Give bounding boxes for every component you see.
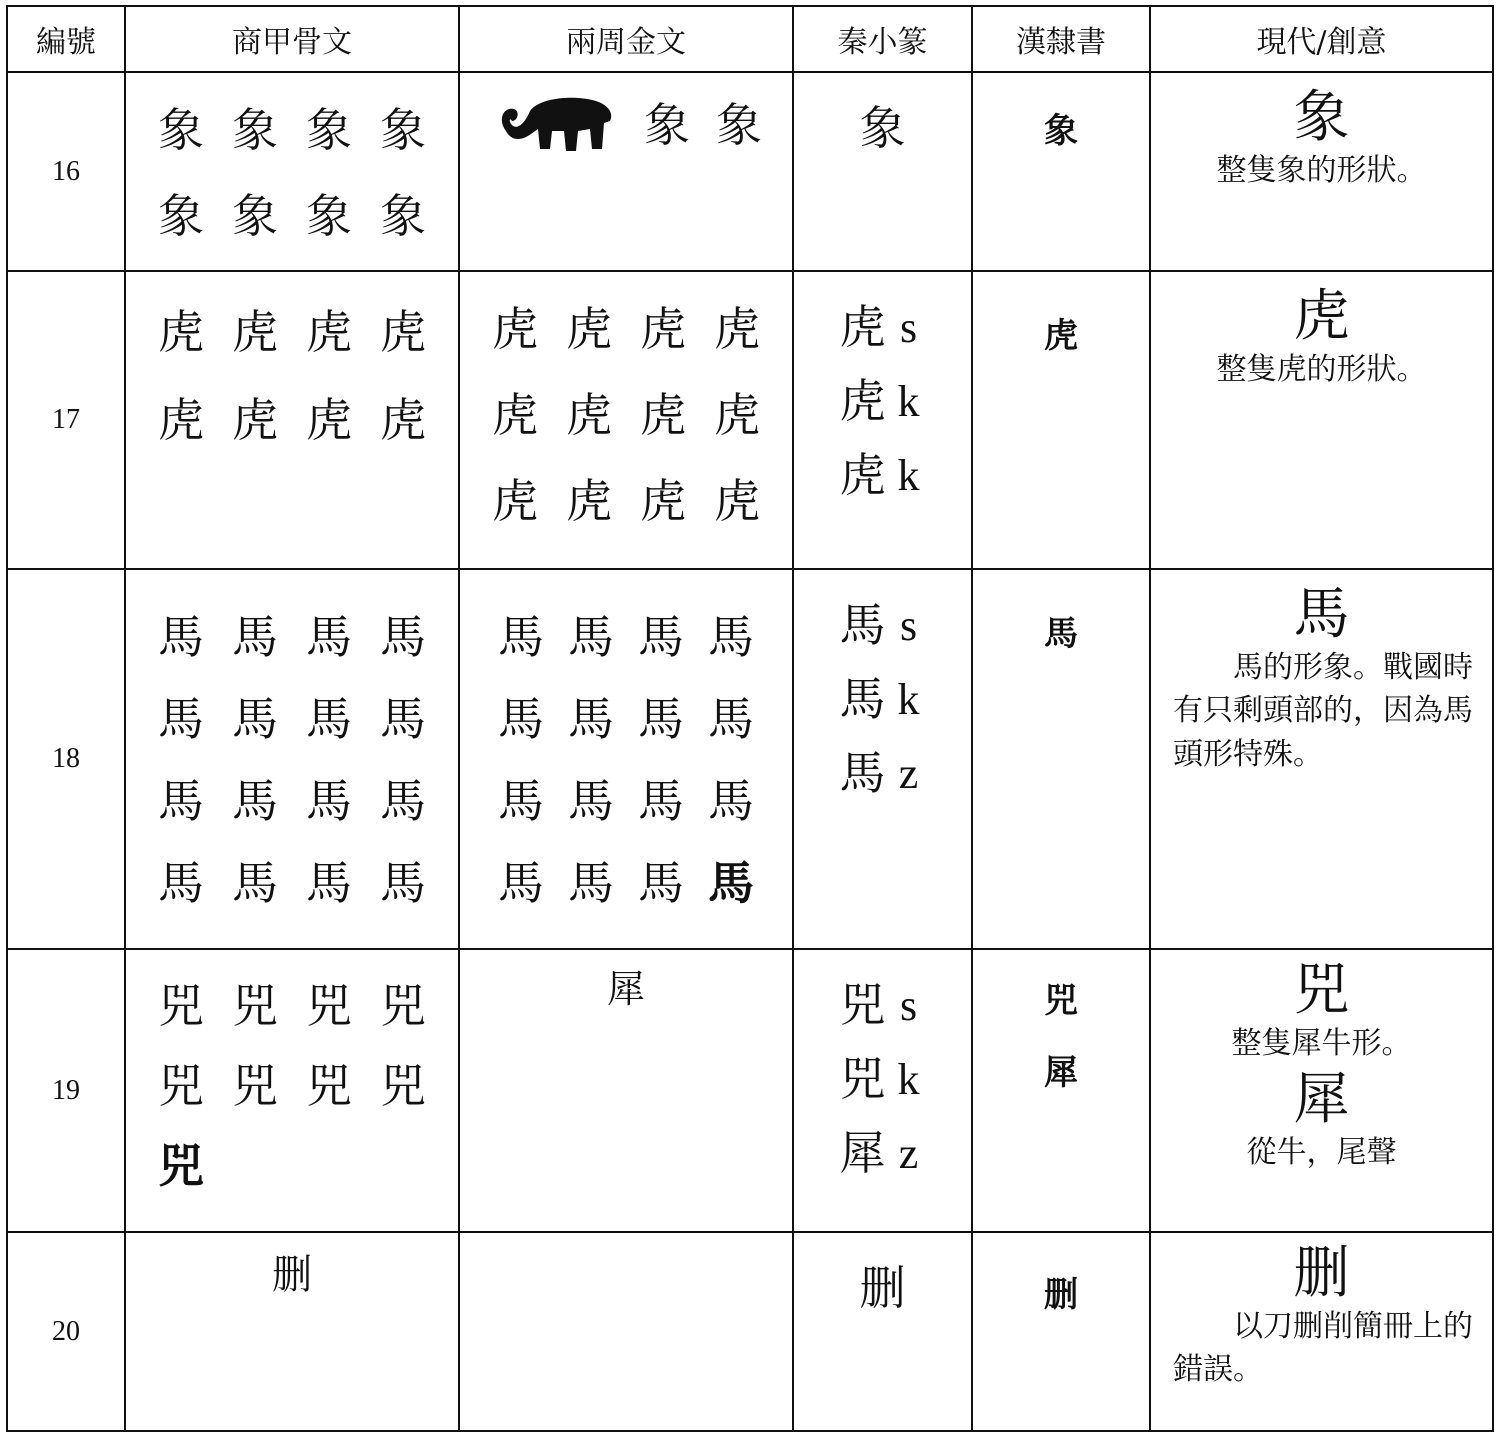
bronze-glyph: 馬 [638,856,684,910]
bronze-glyph: 馬 [498,856,544,910]
modern-cell [1150,949,1493,1232]
oracle-glyph: 馬 [306,692,352,746]
oracle-glyph: 馬 [380,610,426,664]
seal-entry [857,91,909,165]
clerical-glyph: 馬 [1044,614,1078,654]
seal-glyph: 虎 [839,448,886,502]
bronze-glyph: 馬 [568,610,614,664]
oracle-glyph: 兕 [306,979,352,1033]
oracle-glyph: 兕 [232,979,278,1033]
oracle-glyph: 兕 [380,979,426,1033]
oracle-glyph: 虎 [158,305,204,359]
modern-character: 馬 [1293,582,1350,647]
bronze-glyph: 象 [716,98,762,152]
oracle-glyph: 象 [380,103,426,157]
oracle-glyph: 象 [380,189,426,243]
bronze-glyph: 馬 [498,692,544,746]
bronze-glyph: 虎 [640,474,686,528]
seal-source-tag: k [897,376,920,426]
oracle-glyph: 虎 [380,393,426,447]
oracle-glyph: 馬 [306,610,352,664]
elephant-pictograph-icon [496,91,618,159]
seal-entry [837,968,929,1042]
row-number: 16 [7,72,125,271]
row-number: 19 [7,949,125,1232]
bronze-glyph: 馬 [498,774,544,828]
seal-cell [793,1232,972,1431]
oracle-glyph: 虎 [306,393,352,447]
oracle-cell [125,72,459,271]
modern-cell [1150,271,1493,569]
oracle-glyph: 馬 [232,774,278,828]
bronze-glyph: 馬 [568,774,614,828]
seal-glyph: 虎 [839,300,886,354]
modern-note: 以刀删削簡冊上的錯誤。 [1173,1308,1473,1388]
seal-glyph: 馬 [839,672,886,726]
bronze-glyph: 馬 [568,856,614,910]
seal-entry [837,290,929,364]
seal-glyph: 兕 [839,1052,886,1106]
character-evolution-table [6,5,1494,1432]
seal-entry [837,588,929,662]
oracle-glyph: 虎 [306,305,352,359]
seal-glyph: 犀 [839,1126,886,1180]
header-oracle-bone: 商甲骨文 [125,6,459,72]
bronze-glyph: 虎 [566,474,612,528]
header-clerical: 漢隸書 [972,6,1150,72]
oracle-glyph: 兕 [306,1059,352,1113]
bronze-glyph: 虎 [640,388,686,442]
bronze-cell [459,569,793,949]
modern-character: 象 [1293,85,1350,150]
oracle-glyph: 兕 [158,979,204,1033]
modern-cell [1150,1232,1493,1431]
bronze-glyph: 虎 [492,302,538,356]
bronze-glyph: 虎 [492,388,538,442]
header-small-seal: 秦小篆 [793,6,972,72]
bronze-glyph: 馬 [708,856,754,910]
row-number: 18 [7,569,125,949]
bronze-glyph: 馬 [638,774,684,828]
oracle-cell [125,569,459,949]
seal-source-tag: s [899,600,918,650]
bronze-glyph: 馬 [568,692,614,746]
clerical-cell [972,569,1150,949]
table-row [7,271,1493,569]
seal-entry [857,1251,909,1325]
seal-source-tag: k [897,674,920,724]
bronze-glyph: 虎 [492,474,538,528]
seal-entry [837,364,929,438]
oracle-glyph: 删 [272,1252,312,1298]
table-row [7,949,1493,1232]
oracle-glyph: 兕 [158,1059,204,1113]
clerical-glyph: 虎 [1044,316,1078,356]
header-modern: 現代/創意 [1150,6,1493,72]
oracle-cell [125,271,459,569]
seal-glyph: 象 [859,101,906,155]
oracle-glyph: 馬 [158,610,204,664]
clerical-cell [972,271,1150,569]
seal-glyph: 馬 [839,598,886,652]
oracle-glyph: 虎 [380,305,426,359]
seal-source-tag: z [898,1128,919,1178]
bronze-glyph: 虎 [566,388,612,442]
bronze-glyph: 犀 [606,967,645,1011]
oracle-glyph: 馬 [158,692,204,746]
oracle-glyph: 象 [306,189,352,243]
header-row [7,6,1493,72]
oracle-cell [125,1232,459,1431]
seal-source-tag: k [897,450,920,500]
bronze-cell [459,72,793,271]
bronze-cell [459,949,793,1232]
oracle-glyph: 馬 [158,856,204,910]
seal-entry [837,1042,929,1116]
oracle-glyph: 兕 [232,1059,278,1113]
modern-character: 兕 [1293,958,1350,1023]
clerical-cell [972,1232,1150,1431]
seal-cell [793,271,972,569]
modern-note: 整隻虎的形狀。 [1216,351,1427,387]
seal-cell [793,949,972,1232]
header-number: 編號 [7,6,125,72]
oracle-glyph: 象 [232,103,278,157]
modern-character: 犀 [1293,1067,1350,1133]
modern-cell [1150,569,1493,949]
bronze-cell [459,1232,793,1431]
seal-entry [837,438,929,512]
modern-note: 從牛，尾聲 [1246,1134,1397,1170]
oracle-glyph: 馬 [232,692,278,746]
oracle-glyph: 虎 [158,393,204,447]
clerical-glyph: 犀 [1044,1053,1078,1093]
modern-character: 虎 [1293,284,1350,349]
bronze-glyph: 虎 [566,302,612,356]
bronze-glyph: 虎 [714,302,760,356]
row-number: 20 [7,1232,125,1431]
row-number: 17 [7,271,125,569]
clerical-glyph: 兕 [1044,981,1078,1021]
oracle-glyph: 虎 [232,393,278,447]
oracle-glyph: 馬 [380,774,426,828]
oracle-glyph: 馬 [232,856,278,910]
modern-cell [1150,72,1493,271]
oracle-glyph: 兕 [158,1139,204,1193]
bronze-glyph: 虎 [714,474,760,528]
bronze-glyph: 馬 [708,610,754,664]
modern-note: 馬的形象。戰國時有只剩頭部的，因為馬頭形特殊。 [1173,649,1473,772]
seal-source-tag: s [899,980,918,1030]
seal-source-tag: k [897,1054,920,1104]
bronze-glyph: 馬 [638,692,684,746]
bronze-glyph: 虎 [714,388,760,442]
oracle-glyph: 虎 [232,305,278,359]
header-bronze: 兩周金文 [459,6,793,72]
clerical-glyph: 删 [1044,1275,1078,1315]
seal-source-tag: z [898,748,919,798]
bronze-glyph: 馬 [498,610,544,664]
oracle-glyph: 馬 [306,856,352,910]
seal-glyph: 兕 [839,978,886,1032]
oracle-glyph: 象 [158,189,204,243]
seal-glyph: 虎 [839,374,886,428]
oracle-glyph: 馬 [306,774,352,828]
seal-cell [793,569,972,949]
seal-entry [837,662,929,736]
bronze-glyph: 馬 [708,774,754,828]
oracle-glyph: 馬 [158,774,204,828]
oracle-glyph: 馬 [232,610,278,664]
oracle-glyph: 兕 [380,1059,426,1113]
seal-entry [837,736,929,810]
bronze-glyph: 馬 [708,692,754,746]
seal-glyph: 馬 [839,746,886,800]
bronze-glyph: 馬 [638,610,684,664]
bronze-glyph: 象 [644,98,690,152]
bronze-cell [459,271,793,569]
oracle-glyph: 象 [306,103,352,157]
oracle-glyph: 馬 [380,692,426,746]
clerical-cell [972,72,1150,271]
oracle-glyph: 象 [232,189,278,243]
oracle-cell [125,949,459,1232]
table-row [7,72,1493,271]
modern-note: 整隻犀牛形。 [1231,1025,1412,1061]
oracle-glyph: 馬 [380,856,426,910]
seal-cell [793,72,972,271]
bronze-glyph: 虎 [640,302,686,356]
table-row [7,1232,1493,1431]
table-row [7,569,1493,949]
seal-glyph: 删 [859,1261,906,1315]
modern-character: 删 [1293,1241,1350,1306]
modern-note: 整隻象的形狀。 [1216,152,1427,188]
clerical-glyph: 象 [1044,111,1078,151]
clerical-cell [972,949,1150,1232]
seal-entry [837,1116,929,1190]
oracle-glyph: 象 [158,103,204,157]
seal-source-tag: s [899,302,918,352]
